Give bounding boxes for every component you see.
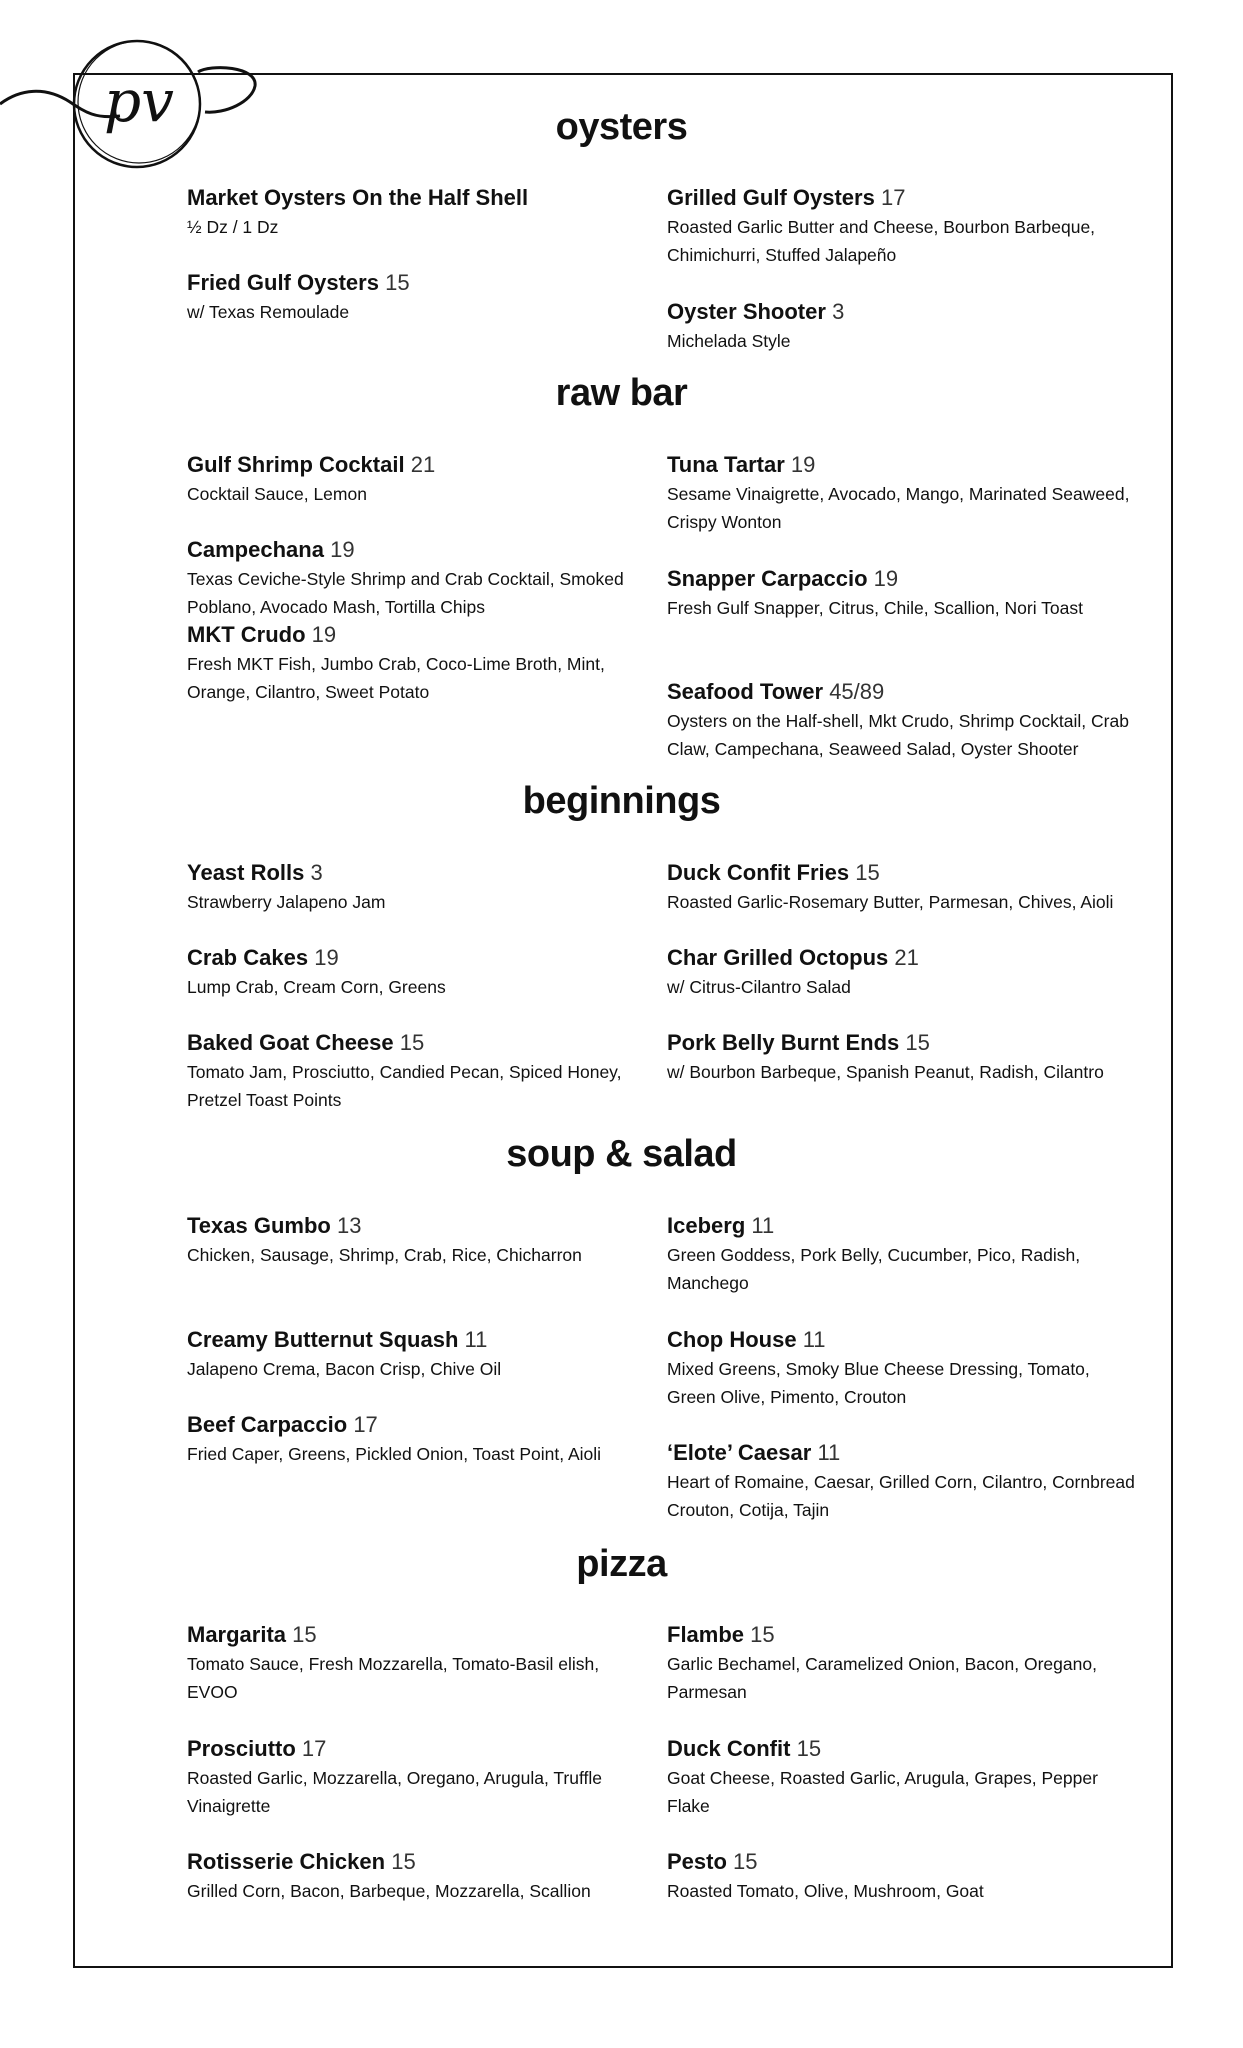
menu-item [667,1211,1137,1297]
menu-item-price: 19 [314,945,339,970]
menu-item [667,1325,1137,1411]
menu-item-price: 15 [905,1030,930,1055]
menu-item-price: 3 [832,299,845,324]
menu-item [187,450,647,508]
logo-text: pv [104,67,174,135]
menu-item-description: Oysters on the Half-shell, Mkt Crudo, Shrimp Cocktail, Crab Claw, Campechana, Seaweed Salad, Oyster Shooter [667,711,1129,759]
menu-item [187,1734,647,1820]
menu-item-name: Pesto [667,1849,727,1874]
menu-item [667,1620,1137,1706]
menu-item-description: Roasted Garlic Butter and Cheese, Bourbon Barbeque, Chimichurri, Stuffed Jalapeño [667,217,1096,265]
menu-item-header [667,450,1137,480]
menu-item [187,1211,647,1269]
menu-item-header [187,450,647,480]
menu-item-name: Yeast Rolls [187,860,305,885]
menu-item-name: Flambe [667,1622,745,1647]
menu-item-price: 11 [751,1213,775,1238]
menu-item-price: 15 [750,1622,775,1647]
menu-item-name: Fried Gulf Oysters [187,270,379,295]
menu-item-description: Jalapeno Crema, Bacon Crisp, Chive Oil [187,1359,502,1379]
menu-item [187,268,647,326]
menu-item-price: 21 [894,945,919,970]
menu-item [667,1438,1137,1524]
menu-item [667,677,1137,763]
menu-item-header [667,858,1137,888]
section-title: pizza [576,1543,667,1585]
menu-item-header [667,1847,1137,1877]
menu-item-price: 17 [353,1412,378,1437]
menu-item-description: Goat Cheese, Roasted Garlic, Arugula, Grapes, Pepper Flake [667,1768,1098,1816]
menu-item-header [667,1211,1137,1241]
menu-item-header [667,564,1137,594]
menu-item-name: Beef Carpaccio [187,1412,348,1437]
menu-item-header [187,620,647,650]
menu-item [667,1734,1137,1820]
menu-item-header [187,1847,647,1877]
menu-item-name: Gulf Shrimp Cocktail [187,452,405,477]
menu-item-header [187,1028,647,1058]
menu-item-name: Pork Belly Burnt Ends [667,1030,900,1055]
menu-item-price: 15 [292,1622,317,1647]
menu-item-header [187,1211,647,1241]
menu-item-description: Tomato Sauce, Fresh Mozzarella, Tomato-Basil elish, EVOO [187,1654,600,1702]
menu-item-description: Green Goddess, Pork Belly, Cucumber, Pico, Radish, Manchego [667,1245,1081,1293]
menu-item-price: 45/89 [829,679,885,704]
menu-item [667,564,1137,622]
menu-item-description: Roasted Tomato, Olive, Mushroom, Goat [667,1881,984,1901]
menu-item-header [187,858,647,888]
menu-item [187,1410,647,1468]
menu-item-description: w/ Bourbon Barbeque, Spanish Peanut, Radish, Cilantro [667,1062,1104,1082]
menu-item-price: 15 [391,1849,416,1874]
menu-item-price: 19 [330,537,355,562]
menu-item-header [187,943,647,973]
section-title: oysters [555,106,688,148]
menu-item-description: Fresh MKT Fish, Jumbo Crab, Coco-Lime Broth, Mint, Orange, Cilantro, Sweet Potato [187,654,605,702]
menu-item-name: Grilled Gulf Oysters [667,185,875,210]
menu-item-name: Seafood Tower [667,679,824,704]
menu-item-description: Garlic Bechamel, Caramelized Onion, Bacon, Oregano, Parmesan [667,1654,1097,1702]
section-title: beginnings [522,780,721,822]
menu-item-price: 17 [880,185,906,210]
menu-item-price: 11 [802,1327,826,1352]
menu-item-price: 11 [817,1440,841,1465]
menu-item-description: w/ Citrus-Cilantro Salad [667,977,851,997]
menu-item [187,183,647,241]
menu-item-description: Fried Caper, Greens, Pickled Onion, Toast Point, Aioli [187,1444,602,1464]
menu-item-name: Duck Confit [667,1736,791,1761]
menu-item-price: 21 [410,452,436,477]
menu-item-price: 19 [311,622,337,647]
menu-item-description: Michelada Style [667,331,791,351]
menu-item [667,943,1137,1001]
menu-item [187,1847,647,1905]
menu-item-description: Roasted Garlic-Rosemary Butter, Parmesan, Chives, Aioli [667,892,1114,912]
menu-item-price: 13 [336,1213,362,1238]
menu-item-name: Crab Cakes [187,945,309,970]
menu-item-header [187,535,647,565]
menu-item [187,1028,647,1114]
menu-item-header [667,1620,1137,1650]
menu-item-name: Char Grilled Octopus [667,945,889,970]
menu-item-header [187,1734,647,1764]
menu-item-price: 15 [733,1849,758,1874]
menu-item-name: Snapper Carpaccio [667,566,868,591]
menu-item-name: Texas Gumbo [187,1213,331,1238]
menu-item-description: ½ Dz / 1 Dz [187,217,279,237]
menu-item-name: ‘Elote’ Caesar [667,1440,812,1465]
menu-item-header [667,943,1137,973]
menu-item-description: Heart of Romaine, Caesar, Grilled Corn, Cilantro, Cornbread Crouton, Cotija, Tajin [667,1472,1135,1520]
menu-item-header [187,1620,647,1650]
menu-item-name: Margarita [187,1622,287,1647]
menu-item-description: Lump Crab, Cream Corn, Greens [187,977,446,997]
menu-item-price: 15 [855,860,880,885]
menu-item-name: Market Oysters On the Half Shell [187,185,529,210]
menu-item-description: Cocktail Sauce, Lemon [187,484,367,504]
menu-item-name: Duck Confit Fries [667,860,850,885]
menu-item-description: Mixed Greens, Smoky Blue Cheese Dressing, Tomato, Green Olive, Pimento, Crouton [667,1359,1090,1407]
menu-item-header [667,1734,1137,1764]
menu-item-header [187,268,647,298]
menu-item-price: 17 [301,1736,327,1761]
menu-item [667,183,1137,269]
menu-item-price: 15 [399,1030,425,1055]
menu-item [187,858,647,916]
menu-item-price: 15 [385,270,410,295]
menu-item-name: MKT Crudo [187,622,306,647]
menu-item-name: Oyster Shooter [667,299,826,324]
menu-item [667,858,1137,916]
section-title: soup & salad [506,1133,737,1175]
menu-item [187,943,647,1001]
section-title: raw bar [555,372,688,414]
menu-item-header [667,1438,1137,1468]
menu-item-price: 19 [873,566,899,591]
menu-item-header [667,183,1137,213]
menu-item-name: Campechana [187,537,324,562]
menu-item-name: Prosciutto [187,1736,296,1761]
menu-item-name: Chop House [667,1327,797,1352]
menu-item-header [667,1325,1137,1355]
menu-item-price: 3 [310,860,323,885]
menu-item-header [667,297,1137,327]
menu-item-name: Creamy Butternut Squash [187,1327,459,1352]
menu-item-price: 11 [464,1327,488,1352]
menu-item [187,620,647,706]
menu-item-name: Tuna Tartar [667,452,785,477]
menu-item [187,1325,647,1383]
menu-item-header [187,1325,647,1355]
menu-item-description: Tomato Jam, Prosciutto, Candied Pecan, Spiced Honey, Pretzel Toast Points [187,1062,622,1110]
menu-item-price: 15 [796,1736,822,1761]
menu-item [187,535,647,621]
menu-item-header [187,1410,647,1440]
menu-item-description: Fresh Gulf Snapper, Citrus, Chile, Scallion, Nori Toast [667,598,1083,618]
menu-item-header [187,183,647,213]
menu-item-description: w/ Texas Remoulade [187,302,350,322]
menu-item-description: Grilled Corn, Bacon, Barbeque, Mozzarella, Scallion [187,1881,591,1901]
menu-item-description: Chicken, Sausage, Shrimp, Crab, Rice, Chicharron [187,1245,582,1265]
menu-item-name: Baked Goat Cheese [187,1030,394,1055]
menu-item [667,1028,1137,1086]
menu-item-name: Iceberg [667,1213,746,1238]
menu-item [667,450,1137,536]
menu-item-name: Rotisserie Chicken [187,1849,386,1874]
menu-item-description: Strawberry Jalapeno Jam [187,892,386,912]
menu-item-header [667,677,1137,707]
menu-item [667,1847,1137,1905]
menu-item [187,1620,647,1706]
menu-item-header [667,1028,1137,1058]
menu-item [667,297,1137,355]
menu-item-description: Sesame Vinaigrette, Avocado, Mango, Marinated Seaweed, Crispy Wonton [667,484,1130,532]
menu-item-description: Roasted Garlic, Mozzarella, Oregano, Arugula, Truffle Vinaigrette [187,1768,603,1816]
menu-item-description: Texas Ceviche-Style Shrimp and Crab Cocktail, Smoked Poblano, Avocado Mash, Tortilla Chips [187,569,624,617]
menu-item-price: 19 [790,452,816,477]
pv-logo [0,24,270,174]
